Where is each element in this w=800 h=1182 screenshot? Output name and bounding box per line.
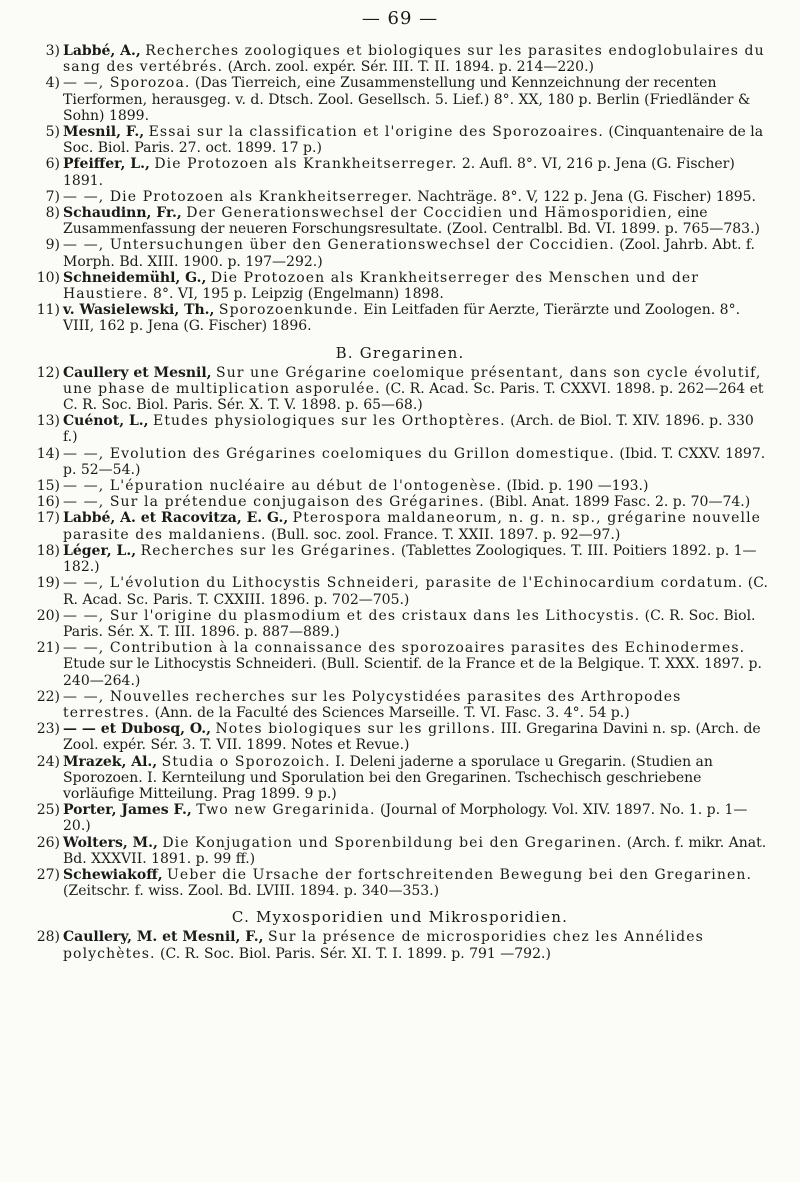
reference-title: Essai sur la classification et l'origine des Sporozoaires. xyxy=(148,124,604,141)
reference-details: (Ann. de la Faculté des Sciences Marseille. T. VI. Fasc. 3. 4°. 54 p.) xyxy=(154,704,630,721)
reference-author: Labbé, A. et Racovitza, E. G., xyxy=(63,510,289,527)
reference-entry xyxy=(30,205,770,237)
reference-number: 3) xyxy=(45,43,60,59)
reference-title: — —, Nouvelles recherches sur les Polycystidées parasites des Arthropodes terrestres. xyxy=(63,688,682,721)
reference-author: v. Wasielewski, Th., xyxy=(63,302,215,319)
reference-entry xyxy=(30,124,770,156)
reference-entry xyxy=(30,867,770,899)
reference-number: 21) xyxy=(36,640,60,657)
reference-title: — —, Sur la prétendue conjugaison des Grégarines. xyxy=(63,494,485,511)
section-heading-myxosporidien: C. Myxosporidien und Mikrosporidien. xyxy=(231,908,569,927)
reference-number: 22) xyxy=(36,688,60,705)
reference-author: Wolters, M., xyxy=(63,834,158,851)
reference-entry xyxy=(30,413,770,445)
reference-details: I. Deleni jaderne a sporulace u Gregarin. (Studien an Sporozoen. I. Kernteilung und Sporulation bei den Gregarinen. Tschechisch geschriebene vorläufige Mitteilung. Prag 1899. 9 p.) xyxy=(63,753,713,802)
reference-title: — —, L'épuration nucléaire au début de l'ontogenèse. xyxy=(63,478,502,495)
reference-number: 4) xyxy=(45,75,60,92)
reference-details: (Cinquantenaire de la Soc. Biol. Paris. 27. oct. 1899. 17 p.) xyxy=(63,124,764,157)
reference-details: (Arch. zool. expér. Sér. III. T. II. 1894. p. 214—220.) xyxy=(227,59,595,76)
reference-details: (Tablettes Zoologiques. T. III. Poitiers 1892. p. 1—182.) xyxy=(63,542,757,576)
reference-number: 13) xyxy=(36,413,60,430)
reference-details: Ein Leitfaden für Aerzte, Tierärzte und Zoologen. 8°. VIII, 162 p. Jena (G. Fischer) 1896. xyxy=(63,302,741,335)
reference-title: Etudes physiologiques sur les Orthoptères. xyxy=(153,413,506,430)
reference-author: Caullery, M. et Mesnil, F., xyxy=(63,929,264,946)
reference-author: Caullery et Mesnil, xyxy=(63,364,212,381)
reference-entry xyxy=(30,640,770,689)
reference-number: 26) xyxy=(36,834,60,851)
reference-author: Schewiakoff, xyxy=(63,866,163,883)
reference-entry xyxy=(30,237,770,269)
reference-title: — —, Die Protozoen als Krankheitserreger. xyxy=(63,188,413,205)
reference-title: — —, Contribution à la connaissance des sporozoaires parasites des Echinodermes. xyxy=(63,640,746,657)
reference-details: (Ibid. T. CXXV. 1897. p. 52—54.) xyxy=(63,445,766,478)
reference-title: — —, Sporozoa. xyxy=(63,75,191,92)
reference-number: 5) xyxy=(45,124,60,141)
reference-details: 2. Aufl. 8°. VI, 216 p. Jena (G. Fischer) 1891. xyxy=(63,156,735,189)
reference-details: (Journal of Morphology. Vol. XIV. 1897. No. 1. p. 1—20.) xyxy=(63,802,748,835)
reference-details: III. Gregarina Davini n. sp. (Arch. de Zool. expér. Sér. 3. T. VII. 1899. Notes et Revue.) xyxy=(63,721,761,754)
reference-entry xyxy=(30,510,770,542)
reference-number: 17) xyxy=(36,510,60,527)
reference-entry xyxy=(30,478,770,494)
reference-author: Porter, James F., xyxy=(63,802,192,819)
reference-title: Die Protozoen als Krankheitserreger des Menschen und der Haustiere. xyxy=(63,269,700,303)
reference-author: Labbé, A., xyxy=(63,43,141,59)
page-number: — 69 — xyxy=(361,8,439,29)
reference-details: (Bibl. Anat. 1899 Fasc. 2. p. 70—74.) xyxy=(489,494,751,511)
reference-entry xyxy=(30,575,770,607)
reference-author: Cuénot, L., xyxy=(63,413,149,430)
reference-entry xyxy=(30,543,770,575)
reference-details: (Ibid. p. 190 —193.) xyxy=(506,478,649,495)
reference-list-c xyxy=(30,929,770,961)
reference-number: 8) xyxy=(45,205,60,222)
reference-details: Etude sur le Lithocystis Schneideri. (Bull. Scientif. de la France et de la Belgique. T. XXX. 1897. p. 240—264.) xyxy=(63,656,762,689)
reference-author: Schneidemühl, G., xyxy=(63,269,207,286)
reference-details: (C. R. Acad. Sc. Paris. T. CXXVI. 1898. p. 262—264 et C. R. Soc. Biol. Paris. Sér. X. T. V. 1898. p. 65—68.) xyxy=(63,380,764,414)
section-heading-gregarinen: B. Gregarinen. xyxy=(335,343,465,362)
reference-details: (Bull. soc. zool. France. T. XXII. 1897. p. 92—97.) xyxy=(270,526,621,543)
reference-details: (C. R. Soc. Biol. Paris. Sér. X. T. III. 1896. p. 887—889.) xyxy=(63,607,756,640)
reference-entry xyxy=(30,835,770,867)
reference-title: Die Protozoen als Krankheitserreger. xyxy=(154,156,458,173)
reference-number: 14) xyxy=(36,445,60,462)
reference-number: 28) xyxy=(36,929,60,946)
reference-details: (C. R. Soc. Biol. Paris. Sér. XI. T. I. 1899. p. 791 —792.) xyxy=(160,945,551,962)
reference-details: (Zeitschr. f. wiss. Zool. Bd. LVIII. 1894. p. 340—353.) xyxy=(63,883,440,900)
reference-title: Der Generationswechsel der Coccidien und Hämosporidien, xyxy=(186,205,674,222)
reference-number: 10) xyxy=(36,269,60,286)
reference-details: (Arch. de Biol. T. XIV. 1896. p. 330 f.) xyxy=(63,413,754,446)
reference-list-a xyxy=(30,43,770,335)
reference-author: Pfeiffer, L., xyxy=(63,156,150,173)
reference-author: Mesnil, F., xyxy=(63,124,145,141)
reference-details: (Das Tierreich, eine Zusammenstellung und Kennzeichnung der recenten Tierformen, herausgeg. v. d. Dtsch. Zool. Gesellsch. 5. Lief.) 8°. XX, 180 p. Berlin (Friedländer & Sohn) 1899. xyxy=(63,75,751,124)
reference-title: Die Konjugation und Sporenbildung bei den Gregarinen. xyxy=(162,834,623,851)
reference-entry xyxy=(30,189,770,205)
reference-details: (Zool. Jahrb. Abt. f. Morph. Bd. XIII. 1900. p. 197—292.) xyxy=(63,237,755,270)
reference-title: — —, Sur l'origine du plasmodium et des cristaux dans les Lithocystis. xyxy=(63,607,641,624)
reference-entry xyxy=(30,721,770,753)
reference-title: Sur la présence de microsporidies chez les Annélides polychètes. xyxy=(63,929,704,962)
reference-title: — —, Evolution des Grégarines coelomiques du Grillon domestique. xyxy=(63,445,615,462)
reference-number: 16) xyxy=(36,494,60,511)
reference-details: (C. R. Acad. Sc. Paris. T. CXXIII. 1896. p. 702—705.) xyxy=(63,575,768,608)
reference-number: 18) xyxy=(36,542,60,559)
reference-entry xyxy=(30,446,770,478)
reference-entry xyxy=(30,365,770,414)
reference-author: Mrazek, Al., xyxy=(63,753,158,770)
reference-details: Nachträge. 8°. V, 122 p. Jena (G. Fischer) 1895. xyxy=(417,188,756,205)
reference-number: 7) xyxy=(45,188,60,205)
reference-title: Recherches sur les Grégarines. xyxy=(140,542,397,559)
reference-entry xyxy=(30,43,770,75)
reference-number: 24) xyxy=(36,753,60,770)
reference-number: 19) xyxy=(36,575,60,592)
reference-number: 25) xyxy=(36,802,60,819)
reference-entry xyxy=(30,608,770,640)
reference-entry xyxy=(30,929,770,961)
reference-entry xyxy=(30,689,770,721)
reference-author: Léger, L., xyxy=(63,542,137,559)
reference-number: 23) xyxy=(36,721,60,738)
reference-entry xyxy=(30,75,770,124)
reference-details: 8°. VI, 195 p. Leipzig (Engelmann) 1898. xyxy=(153,286,444,303)
reference-number: 20) xyxy=(36,607,60,624)
reference-author: — — et Dubosq, O., xyxy=(63,721,211,738)
reference-entry xyxy=(30,302,770,334)
reference-title: Sporozoenkunde. xyxy=(218,302,359,319)
reference-list-b xyxy=(30,365,770,900)
reference-title: Sur une Grégarine coelomique présentant, dans son cycle évolutif, une phase de multiplication asporulée. xyxy=(63,364,762,397)
reference-title: Two new Gregarinida. xyxy=(196,802,376,819)
reference-title: Recherches zoologiques et biologiques sur les parasites endoglobulaires du sang des vertébrés. xyxy=(63,43,765,76)
reference-entry xyxy=(30,156,770,188)
reference-number: 27) xyxy=(36,866,60,883)
reference-title: Notes biologiques sur les grillons. xyxy=(215,721,497,738)
reference-entry xyxy=(30,802,770,834)
reference-entry xyxy=(30,270,770,302)
reference-number: 12) xyxy=(36,364,60,381)
reference-number: 11) xyxy=(36,302,60,319)
reference-title: — —, L'évolution du Lithocystis Schneideri, parasite de l'Echinocardium cordatum. xyxy=(63,575,744,592)
reference-number: 9) xyxy=(45,237,60,254)
reference-title: Pterospora maldaneorum, n. g. n. sp., grégarine nouvelle parasite des maldaniens. xyxy=(63,510,762,543)
reference-author: Schaudinn, Fr., xyxy=(63,205,182,222)
reference-details: (Arch. f. mikr. Anat. Bd. XXXVII. 1891. p. 99 ff.) xyxy=(63,834,767,867)
reference-details: eine Zusammenfassung der neueren Forschungsresultate. (Zool. Centralbl. Bd. VI. 1899. p. 765—783.) xyxy=(63,205,760,238)
reference-entry xyxy=(30,754,770,803)
reference-title: — —, Untersuchungen über den Generationswechsel der Coccidien. xyxy=(63,237,615,254)
reference-number: 15) xyxy=(36,478,60,495)
reference-title: Ueber die Ursache der fortschreitenden Bewegung bei den Gregarinen. xyxy=(167,866,752,883)
reference-number: 6) xyxy=(45,156,60,173)
reference-entry xyxy=(30,494,770,510)
reference-title: Studia o Sporozoich. xyxy=(161,753,331,770)
